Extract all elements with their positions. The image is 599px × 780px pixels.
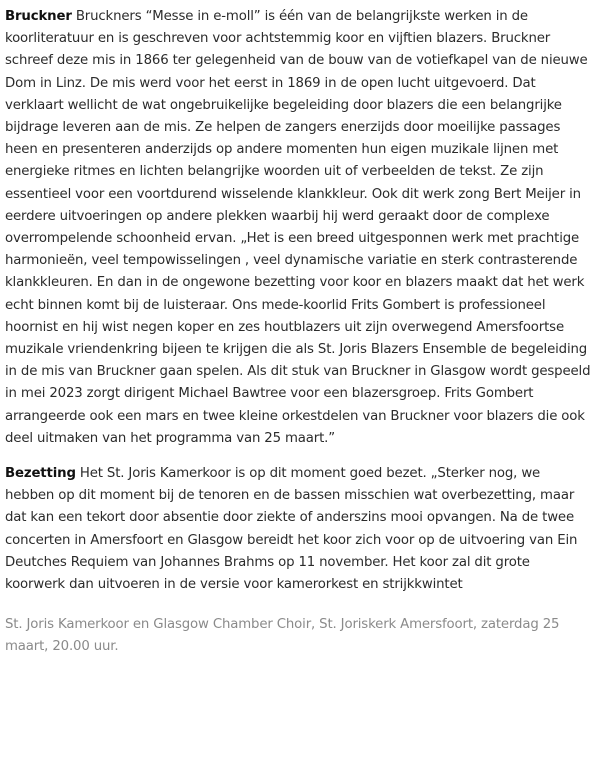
- concert-info-caption: St. Joris Kamerkoor en Glasgow Chamber Choir, St. Joriskerk Amersfoort, zaterdag 25 maart, 20.00 uur.: [5, 617, 560, 655]
- paragraph-heading-bezetting: Bezetting: [5, 466, 76, 482]
- paragraph-text-bezetting: Het St. Joris Kamerkoor is op dit moment goed bezet. „Sterker nog, we hebben op dit moment bij de tenoren en de bassen misschien wat overbezetting, maar dat kan een tekort door absentie door ziekte of anderszins mooi opvangen. Na de twee concerten in Amersfoort en Glasgow bereidt het koor zich voor op de uitvoering van Ein Deutches Requiem van Johannes Brahms op 11 november. Het koor zal dit grote koorwerk dan uitvoeren in de versie voor kamerorkest en strijkkwintet: [5, 466, 578, 593]
- paragraph-bezetting: [5, 463, 591, 596]
- paragraph-bruckner: [5, 6, 591, 450]
- paragraph-heading-bruckner: Bruckner: [5, 9, 72, 24]
- paragraph-text-bruckner: Bruckners “Messe in e-moll” is één van de belangrijkste werken in de koorliteratuur en is geschreven voor achtstemmig koor en vijftien blazers. Bruckner schreef deze mis in 1866 ter gelegenheid van de bouw van de votiefkapel van de nieuwe Dom in Linz. De mis werd voor het eerst in 1869 in de open lucht uitgevoerd. Dat verklaart wellicht de wat ongebruikelijke begeleiding door blazers die een belangrijke bijdrage leveren aan de mis. Ze helpen de zangers enerzijds door moeilijke passages heen en presenteren anderzijds op andere momenten hun eigen muzikale lijnen met energieke ritmes en lichten belangrijke woorden uit of verbeelden de tekst. Ze zijn essentieel voor een voortdurend wisselende klankkleur. Ook dit werk zong Bert Meijer in eerdere uitvoeringen op andere plekken waarbij hij werd geraakt door de complexe overrompelende schoonheid ervan. „Het is een breed uitgesponnen werk met prachtige harmonieën, veel tempowisselingen , veel dynamische variatie en sterk contrasterende klankkleuren. En dan in de ongewone bezetting voor koor en blazers maakt dat het werk echt binnen komt bij de luisteraar. Ons mede-koorlid Frits Gombert is professioneel hoornist en hij wist negen koper en zes houtblazers uit zijn overwegend Amersfoortse muzikale vriendenkring bijeen te krijgen die als St. Joris Blazers Ensemble de begeleiding in de mis van Bruckner gaan spelen. Als dit stuk van Bruckner in Glasgow wordt gespeeld in mei 2023 zorgt dirigent Michael Bawtree voor een blazersgroep. Frits Gombert arrangeerde ook een mars en twee kleine orkestdelen van Bruckner voor blazers die ook deel uitmaken van het programma van 25 maart.”: [5, 9, 591, 446]
